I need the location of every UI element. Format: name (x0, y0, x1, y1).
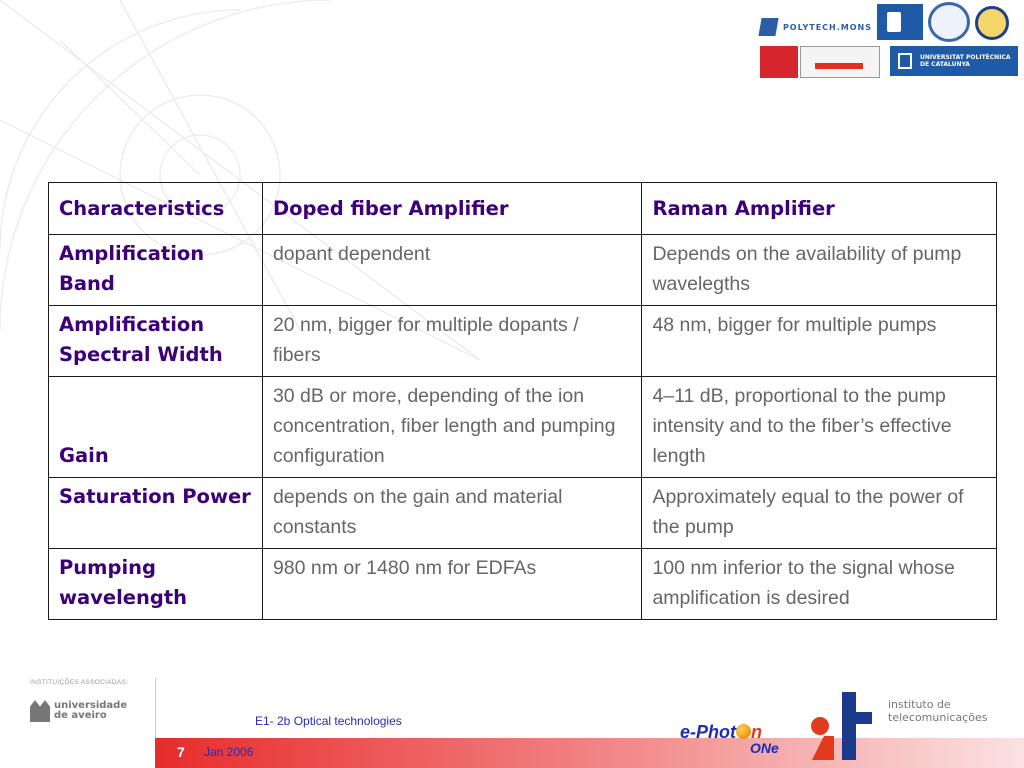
ephoton-one-text: ONe (750, 740, 779, 756)
polytech-logo-text: POLYTECH.MONS (782, 22, 872, 32)
table-row (49, 235, 997, 306)
table-row (49, 478, 997, 549)
row-header: Pumping wavelength (49, 549, 263, 620)
raman-cell: Depends on the availability of pump wavelegths (642, 235, 997, 306)
table-row (49, 306, 997, 377)
doped-cell: dopant dependent (262, 235, 642, 306)
ephoton-one-logo (680, 722, 779, 756)
polytech-emblem-icon (758, 18, 778, 36)
raman-cell: 4–11 dB, proportional to the pump intensity and to the fiber’s effective length (642, 377, 997, 478)
doped-cell: 30 dB or more, depending of the ion concentration, fiber length and pumping configuration (262, 377, 642, 478)
instituto-telecomunicacoes-text (888, 698, 987, 724)
doped-cell: 20 nm, bigger for multiple dopants / fibers (262, 306, 642, 377)
course-title: E1- 2b Optical technologies (255, 714, 402, 728)
footer-divider (155, 678, 156, 738)
aveiro-line1: universidade (54, 700, 128, 711)
ephoton-n: n (751, 722, 762, 742)
table-row (49, 549, 997, 620)
column-header-characteristics: Characteristics (49, 183, 263, 235)
row-header: Amplification Spectral Width (49, 306, 263, 377)
universidade-aveiro-logo (30, 700, 127, 722)
university-crest-logo (975, 6, 1009, 40)
footer-red-band (155, 738, 1024, 768)
it-text-line1: instituto de (888, 698, 951, 711)
upc-logo-line2: DE CATALUNYA (920, 61, 970, 68)
telecom-paris-logo (760, 46, 798, 78)
raman-cell: 48 nm, bigger for multiple pumps (642, 306, 997, 377)
row-header: Gain (49, 377, 263, 478)
it-logo-icon (806, 688, 878, 764)
partner-logo-blue (877, 4, 923, 40)
enst-bretagne-logo (800, 46, 880, 78)
aveiro-line2: de aveiro (54, 710, 107, 721)
table-row (49, 377, 997, 478)
slide-date: Jan 2006 (204, 745, 254, 759)
polytech-mons-logo (760, 13, 872, 41)
row-header: Amplification Band (49, 235, 263, 306)
aveiro-crown-icon (30, 700, 50, 722)
upc-logo-line1: UNIVERSITAT POLITÈCNICA (920, 54, 1011, 61)
doped-cell: 980 nm or 1480 nm for EDFAs (262, 549, 642, 620)
photon-ball-icon (736, 724, 751, 739)
slide-number: 7 (177, 744, 185, 760)
ephoton-text: e-Phot (680, 722, 736, 742)
amplifier-comparison-table (48, 182, 997, 620)
doped-cell: depends on the gain and material constants (262, 478, 642, 549)
upc-logo (890, 46, 1018, 76)
raman-cell: 100 nm inferior to the signal whose amplification is desired (642, 549, 997, 620)
it-text-line2: telecomunicações (888, 711, 988, 724)
upc-emblem-icon (898, 53, 912, 69)
column-header-doped-fiber: Doped fiber Amplifier (262, 183, 642, 235)
raman-cell: Approximately equal to the power of the pump (642, 478, 997, 549)
associated-institutions-label: INSTITUIÇÕES ASSOCIADAS: (30, 679, 129, 686)
table-header-row (49, 183, 997, 235)
row-header: Saturation Power (49, 478, 263, 549)
university-seal-logo (928, 2, 970, 42)
column-header-raman: Raman Amplifier (642, 183, 997, 235)
